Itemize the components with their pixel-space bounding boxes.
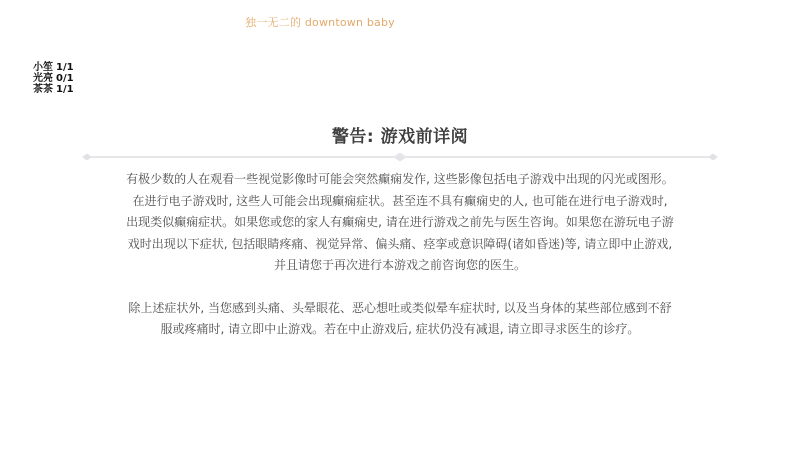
counter-value: 1/1 [56,62,74,73]
warning-paragraph-1 [86,169,714,277]
counter-value: 0/1 [56,73,74,84]
counter-value: 1/1 [56,84,74,95]
counter-list [33,62,74,95]
text-line: 在进行电子游戏时, 这些人可能会出现癫痫症状。甚至连不具有癫痫史的人, 也可能在进行电子游戏时, [132,193,668,208]
counter-name: 茶茶 [33,84,53,95]
warning-notice [86,169,714,341]
text-line: 出现类似癫痫症状。如果您或您的家人有癫痫史, 请在进行游戏之前先与医生咨询。如果您在游玩电子游 [126,215,674,229]
counter-name: 光亮 [33,73,53,84]
counter-row [33,62,74,73]
counter-row [33,84,74,95]
warning-title: 警告: 游戏前详阅 [331,127,469,147]
divider-right-diamond-icon [708,154,718,161]
text-line: 有极少数的人在观看一些视觉影像时可能会突然癫痫发作, 这些影像包括电子游戏中出现的闪光或图形。 [126,172,674,186]
text-line: 除上述症状外, 当您感到头痛、头晕眼花、恶心想吐或类似晕车症状时, 以及当身体的某些部位感到不舒 [128,300,672,315]
text-line: 戏时出现以下症状, 包括眼睛疼痛、视觉异常、偏头痛、痉挛或意识障碍(诸如昏迷)等, 请立即中止游戏, [127,236,673,251]
counter-row [33,73,74,84]
divider-left-diamond-icon [82,154,92,161]
ornamental-divider [82,152,718,162]
warning-paragraph-2 [86,298,714,341]
divider-center-diamond-icon [393,153,407,162]
text-line: 服或疼痛时, 请立即中止游戏。若在中止游戏后, 症状仍没有减退, 请立即寻求医生的诊疗。 [160,322,640,336]
banner-text: 独一无二的 downtown baby [245,16,395,29]
counter-name: 小笙 [33,62,53,73]
text-line: 并且请您于再次进行本游戏之前咨询您的医生。 [273,258,526,272]
